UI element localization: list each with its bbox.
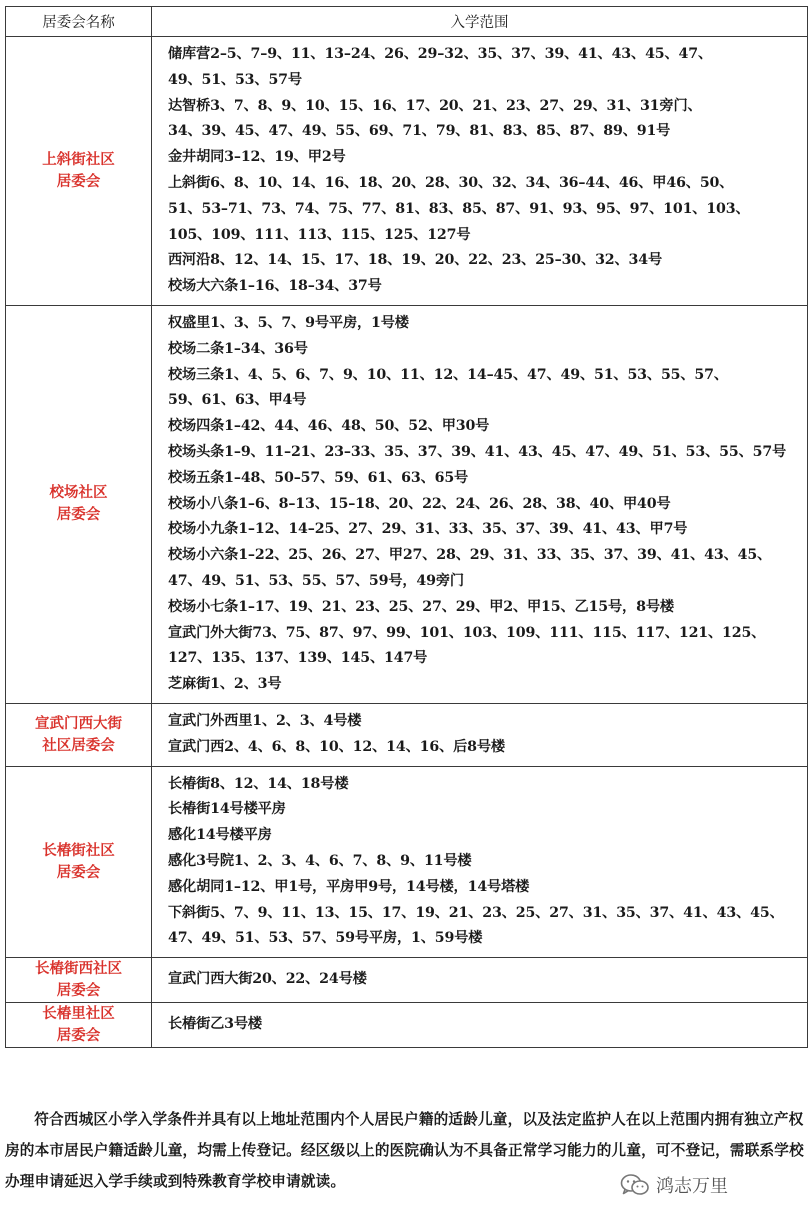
address-line: 校场小七条1–17、19、21、23、25、27、29、甲2、甲15、乙15号，8号楼 (168, 598, 674, 615)
address-line: 105、109、111、113、115、125、127号 (168, 226, 471, 243)
committee-name-line: 长椿街社区 (42, 841, 115, 859)
address-line: 校场头条1–9、11–21、23–33、35、37、39、41、43、45、47、49、51、53、55、57号 (168, 443, 787, 460)
address-line: 西河沿8、12、14、15、17、18、19、20、22、23、25–30、32、34号 (168, 252, 663, 269)
address-line: 47、49、51、53、55、57、59号，49旁门 (168, 572, 464, 589)
wechat-logo-icon (620, 1173, 650, 1197)
committee-name-line: 居委会 (56, 506, 101, 524)
enrollment-scope-table (5, 6, 808, 1048)
enrollment-range-cell (152, 305, 808, 703)
enrollment-range-cell (152, 766, 808, 958)
address-line: 校场小八条1–6、8–13、15–18、20、22、24、26、28、38、40、甲40号 (168, 495, 671, 512)
address-line: 59、61、63、甲4号 (168, 392, 307, 409)
committee-name-cell (6, 37, 152, 306)
committee-name-line: 居委会 (56, 863, 101, 881)
table-row (6, 766, 808, 958)
committee-name-cell (6, 766, 152, 958)
table-row (6, 37, 808, 306)
address-line: 感化胡同1–12、甲1号，平房甲9号，14号楼，14号塔楼 (168, 878, 530, 895)
committee-name-line: 宣武门西大街 (35, 714, 122, 732)
address-line: 校场五条1–48、50–57、59、61、63、65号 (168, 469, 469, 486)
address-line: 金井胡同3–12、19、甲2号 (168, 149, 346, 166)
table-row (6, 958, 808, 1003)
address-line: 校场大六条1–16、18–34、37号 (168, 278, 382, 295)
committee-name-line: 长椿里社区 (42, 1005, 115, 1023)
watermark (618, 1170, 734, 1200)
note-paragraph: 符合西城区小学入学条件并具有以上地址范围内个人居民户籍的适龄儿童，以及法定监护人在以上范围内拥有独立产权房的本市居民户籍适龄儿童，均需上传登记。经区级以上的医院确认为不具备正常学习能力的儿童，可不登记，需联系学校办理申请延迟入学手续或到特殊教育学校申请就读。 (5, 1111, 804, 1190)
address-line: 51、53–71、73、74、75、77、81、83、85、87、91、93、95、97、101、103、 (168, 200, 750, 217)
address-line: 长椿街14号楼平房 (168, 801, 286, 818)
committee-name-line: 居委会 (56, 982, 101, 1000)
address-line: 49、51、53、57号 (168, 71, 302, 88)
address-line: 47、49、51、53、57、59号平房，1、59号楼 (168, 930, 483, 947)
address-line: 宣武门西2、4、6、8、10、12、14、16、后8号楼 (168, 738, 505, 755)
address-line: 长椿街乙3号楼 (168, 1016, 262, 1033)
committee-name-cell (6, 1003, 152, 1048)
table-row (6, 703, 808, 766)
address-line: 127、135、137、139、145、147号 (168, 650, 428, 667)
header-committee-name: 居委会名称 (6, 7, 152, 37)
committee-name-line: 长椿街西社区 (35, 960, 122, 978)
committee-name-cell (6, 305, 152, 703)
committee-name-line: 居委会 (56, 1027, 101, 1045)
committee-name-cell (6, 958, 152, 1003)
address-line: 宣武门西大街20、22、24号楼 (168, 971, 367, 988)
address-line: 达智桥3、7、8、9、10、15、16、17、20、21、23、27、29、31、31旁门、 (168, 97, 702, 114)
address-line: 宣武门外大街73、75、87、97、99、101、103、109、111、115、117、121、125、 (168, 624, 766, 641)
table-header-row (6, 7, 808, 37)
address-line: 下斜街5、7、9、11、13、15、17、19、21、23、25、27、31、35、37、41、43、45、 (168, 904, 784, 921)
address-line: 宣武门外西里1、2、3、4号楼 (168, 712, 362, 729)
committee-name-line: 上斜街社区 (42, 150, 115, 168)
enrollment-range-cell (152, 37, 808, 306)
address-line: 芝麻街1、2、3号 (168, 676, 282, 693)
address-line: 34、39、45、47、49、55、69、71、79、81、83、85、87、89、91号 (168, 123, 671, 140)
enrollment-range-cell (152, 958, 808, 1003)
watermark-text: 鸿志万里 (656, 1176, 728, 1197)
address-line: 储库营2–5、7–9、11、13–24、26、29–32、35、37、39、41、43、45、47、 (168, 46, 713, 62)
committee-name-line: 校场社区 (49, 484, 108, 502)
committee-name-cell (6, 703, 152, 766)
address-line: 校场小六条1–22、25、26、27、甲27、28、29、31、33、35、37、39、41、43、45、 (168, 547, 772, 564)
committee-name-line: 社区居委会 (42, 736, 115, 754)
address-line: 感化14号楼平房 (168, 827, 272, 844)
table-row (6, 1003, 808, 1048)
table-row (6, 305, 808, 703)
address-line: 上斜街6、8、10、14、16、18、20、28、30、32、34、36–44、46、甲46、50、 (168, 174, 734, 191)
address-line: 校场二条1–34、36号 (168, 340, 308, 357)
enrollment-range-cell (152, 703, 808, 766)
address-line: 校场小九条1–12、14–25、27、29、31、33、35、37、39、41、43、甲7号 (168, 521, 688, 538)
address-line: 校场四条1–42、44、46、48、50、52、甲30号 (168, 418, 490, 435)
header-enrollment-range: 入学范围 (152, 7, 808, 37)
address-line: 长椿街8、12、14、18号楼 (168, 775, 349, 792)
enrollment-range-cell (152, 1003, 808, 1048)
address-line: 校场三条1、4、5、6、7、9、10、11、12、14–45、47、49、51、53、55、57、 (168, 366, 728, 383)
address-line: 感化3号院1、2、3、4、6、7、8、9、11号楼 (168, 852, 472, 869)
committee-name-line: 居委会 (56, 172, 101, 190)
address-line: 权盛里1、3、5、7、9号平房，1号楼 (168, 314, 409, 331)
